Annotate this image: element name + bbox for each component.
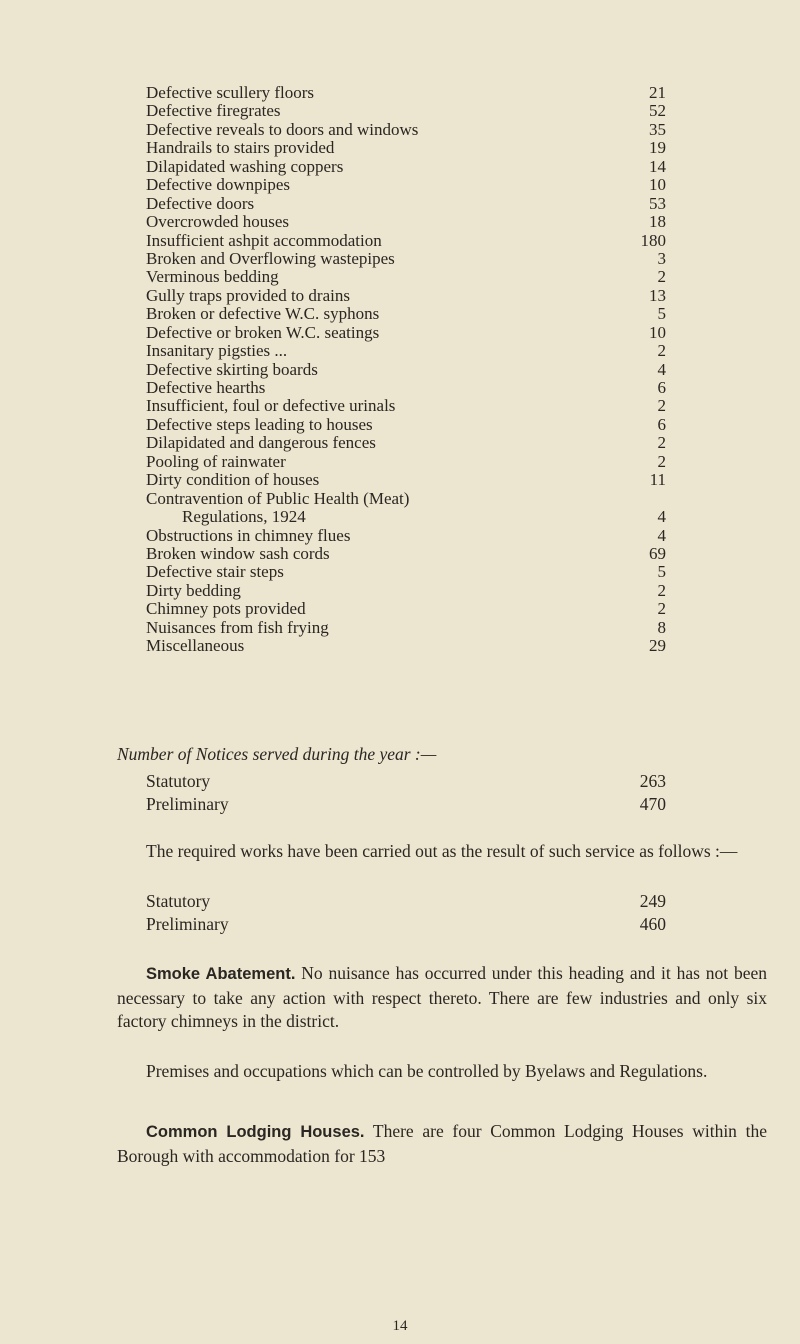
item-value: 21 <box>649 83 666 102</box>
item-label: Defective or broken W.C. seatings <box>146 322 380 342</box>
lodging-paragraph <box>117 1120 767 1168</box>
list-item <box>146 268 666 286</box>
item-label: Dirty condition of houses <box>146 470 320 490</box>
item-label: Broken and Overflowing wastepipes <box>146 248 395 268</box>
list-item <box>146 619 666 637</box>
list-item <box>146 416 666 434</box>
item-label: Broken window sash cords <box>146 543 330 563</box>
item-value: 4 <box>657 525 666 545</box>
smoke-paragraph <box>117 962 767 1034</box>
item-label: Defective scullery floors <box>146 83 315 102</box>
list-item <box>146 213 666 231</box>
item-value: 10 <box>649 175 666 195</box>
item-value: 13 <box>649 285 666 305</box>
item-label: Defective stair steps <box>146 562 284 582</box>
item-label: Miscellaneous <box>146 636 245 656</box>
item-label: Broken or defective W.C. syphons <box>146 304 380 324</box>
item-value: 5 <box>657 304 666 324</box>
list-item <box>146 490 666 508</box>
item-value: 5 <box>657 562 666 582</box>
item-label: Defective hearths <box>146 378 266 397</box>
item-label: Defective doors <box>146 193 255 213</box>
list-item <box>146 139 666 157</box>
list-item <box>146 890 666 913</box>
item-value: 10 <box>649 322 666 342</box>
works-intro: The required works have been carried out as the result of such service as follows :— <box>146 841 738 861</box>
item-value: 18 <box>649 212 666 232</box>
item-value: 29 <box>649 636 666 656</box>
item-value: 53 <box>649 193 666 213</box>
list-item <box>146 563 666 581</box>
list-item <box>146 361 666 379</box>
premises-paragraph: Premises and occupations which can be controlled by Byelaws and Regulations. <box>146 1061 708 1081</box>
item-label: Insanitary pigsties ... <box>146 341 288 361</box>
item-label: Statutory <box>146 771 211 791</box>
item-value: 2 <box>657 433 666 453</box>
list-item <box>146 453 666 471</box>
list-item <box>146 158 666 176</box>
item-value: 2 <box>657 267 666 287</box>
item-label: Preliminary <box>146 794 229 814</box>
item-label: Defective firegrates <box>146 101 281 121</box>
item-value: 3 <box>657 248 666 268</box>
list-item <box>146 527 666 545</box>
notices-heading: Number of Notices served during the year :— <box>117 744 437 764</box>
list-item <box>146 379 666 397</box>
list-item <box>146 508 666 526</box>
item-label: Defective reveals to doors and windows <box>146 119 419 139</box>
list-item <box>146 121 666 139</box>
item-value: 2 <box>657 396 666 416</box>
defects-list <box>146 84 666 656</box>
list-item <box>146 232 666 250</box>
item-value: 8 <box>657 617 666 637</box>
list-item <box>146 102 666 120</box>
item-value: 2 <box>657 599 666 619</box>
item-value: 460 <box>639 914 666 934</box>
item-value: 6 <box>657 414 666 434</box>
item-value: 180 <box>640 230 666 250</box>
list-item <box>146 342 666 360</box>
list-item <box>146 770 666 793</box>
item-value: 263 <box>639 771 666 791</box>
item-value: 249 <box>639 891 666 911</box>
list-item <box>146 84 666 102</box>
item-label: Verminous bedding <box>146 267 279 287</box>
item-value: 4 <box>657 359 666 379</box>
list-item <box>146 545 666 563</box>
item-value: 52 <box>649 101 666 121</box>
list-item <box>146 324 666 342</box>
list-item <box>146 582 666 600</box>
item-label: Regulations, 1924 <box>182 507 306 527</box>
item-value: 11 <box>649 470 666 490</box>
item-label: Preliminary <box>146 914 229 934</box>
lodging-text: There are four Common Lodging Houses within the Borough with accommodation for 153 <box>117 1121 767 1166</box>
smoke-text: No nuisance has occurred under this heading and it has not been necessary to take any action with respect thereto. There are few industries and only six factory chimneys in the district. <box>117 963 767 1031</box>
item-label: Gully traps provided to drains <box>146 285 350 305</box>
item-label: Statutory <box>146 891 211 911</box>
item-label: Defective steps leading to houses <box>146 414 373 434</box>
item-value: 14 <box>649 156 666 176</box>
list-item <box>146 176 666 194</box>
item-value: 69 <box>649 543 666 563</box>
item-label: Dilapidated washing coppers <box>146 156 344 176</box>
list-item <box>146 195 666 213</box>
page-number: 14 <box>392 1318 408 1334</box>
item-label: Dilapidated and dangerous fences <box>146 433 376 453</box>
list-item <box>146 600 666 618</box>
item-label: Pooling of rainwater <box>146 451 286 471</box>
item-label: Insufficient, foul or defective urinals <box>146 396 396 416</box>
item-value: 2 <box>657 580 666 600</box>
item-label: Insufficient ashpit accommodation <box>146 230 382 250</box>
list-item <box>146 471 666 489</box>
list-item <box>146 637 666 655</box>
list-item <box>146 793 666 816</box>
item-label: Defective skirting boards <box>146 359 318 379</box>
list-item <box>146 397 666 415</box>
item-label: Dirty bedding <box>146 580 241 600</box>
item-label: Defective downpipes <box>146 175 290 195</box>
item-label: Nuisances from fish frying <box>146 617 329 637</box>
item-value: 4 <box>657 507 666 527</box>
item-label: Handrails to stairs provided <box>146 138 335 158</box>
item-label: Obstructions in chimney flues <box>146 525 351 545</box>
item-value: 19 <box>649 138 666 158</box>
item-value: 2 <box>657 341 666 361</box>
smoke-heading: Smoke Abatement. <box>146 965 296 983</box>
item-label: Contravention of Public Health (Meat) <box>146 488 410 508</box>
item-value: 35 <box>649 119 666 139</box>
item-value: 470 <box>639 794 666 814</box>
list-item <box>146 305 666 323</box>
item-value: 2 <box>657 451 666 471</box>
item-label: Chimney pots provided <box>146 599 306 619</box>
item-label: Overcrowded houses <box>146 212 290 232</box>
list-item <box>146 434 666 452</box>
list-item <box>146 287 666 305</box>
notices-list <box>146 770 666 816</box>
list-item <box>146 913 666 936</box>
works-list <box>146 890 666 936</box>
item-value: 6 <box>657 378 666 397</box>
lodging-heading: Common Lodging Houses. <box>146 1123 365 1141</box>
list-item <box>146 250 666 268</box>
